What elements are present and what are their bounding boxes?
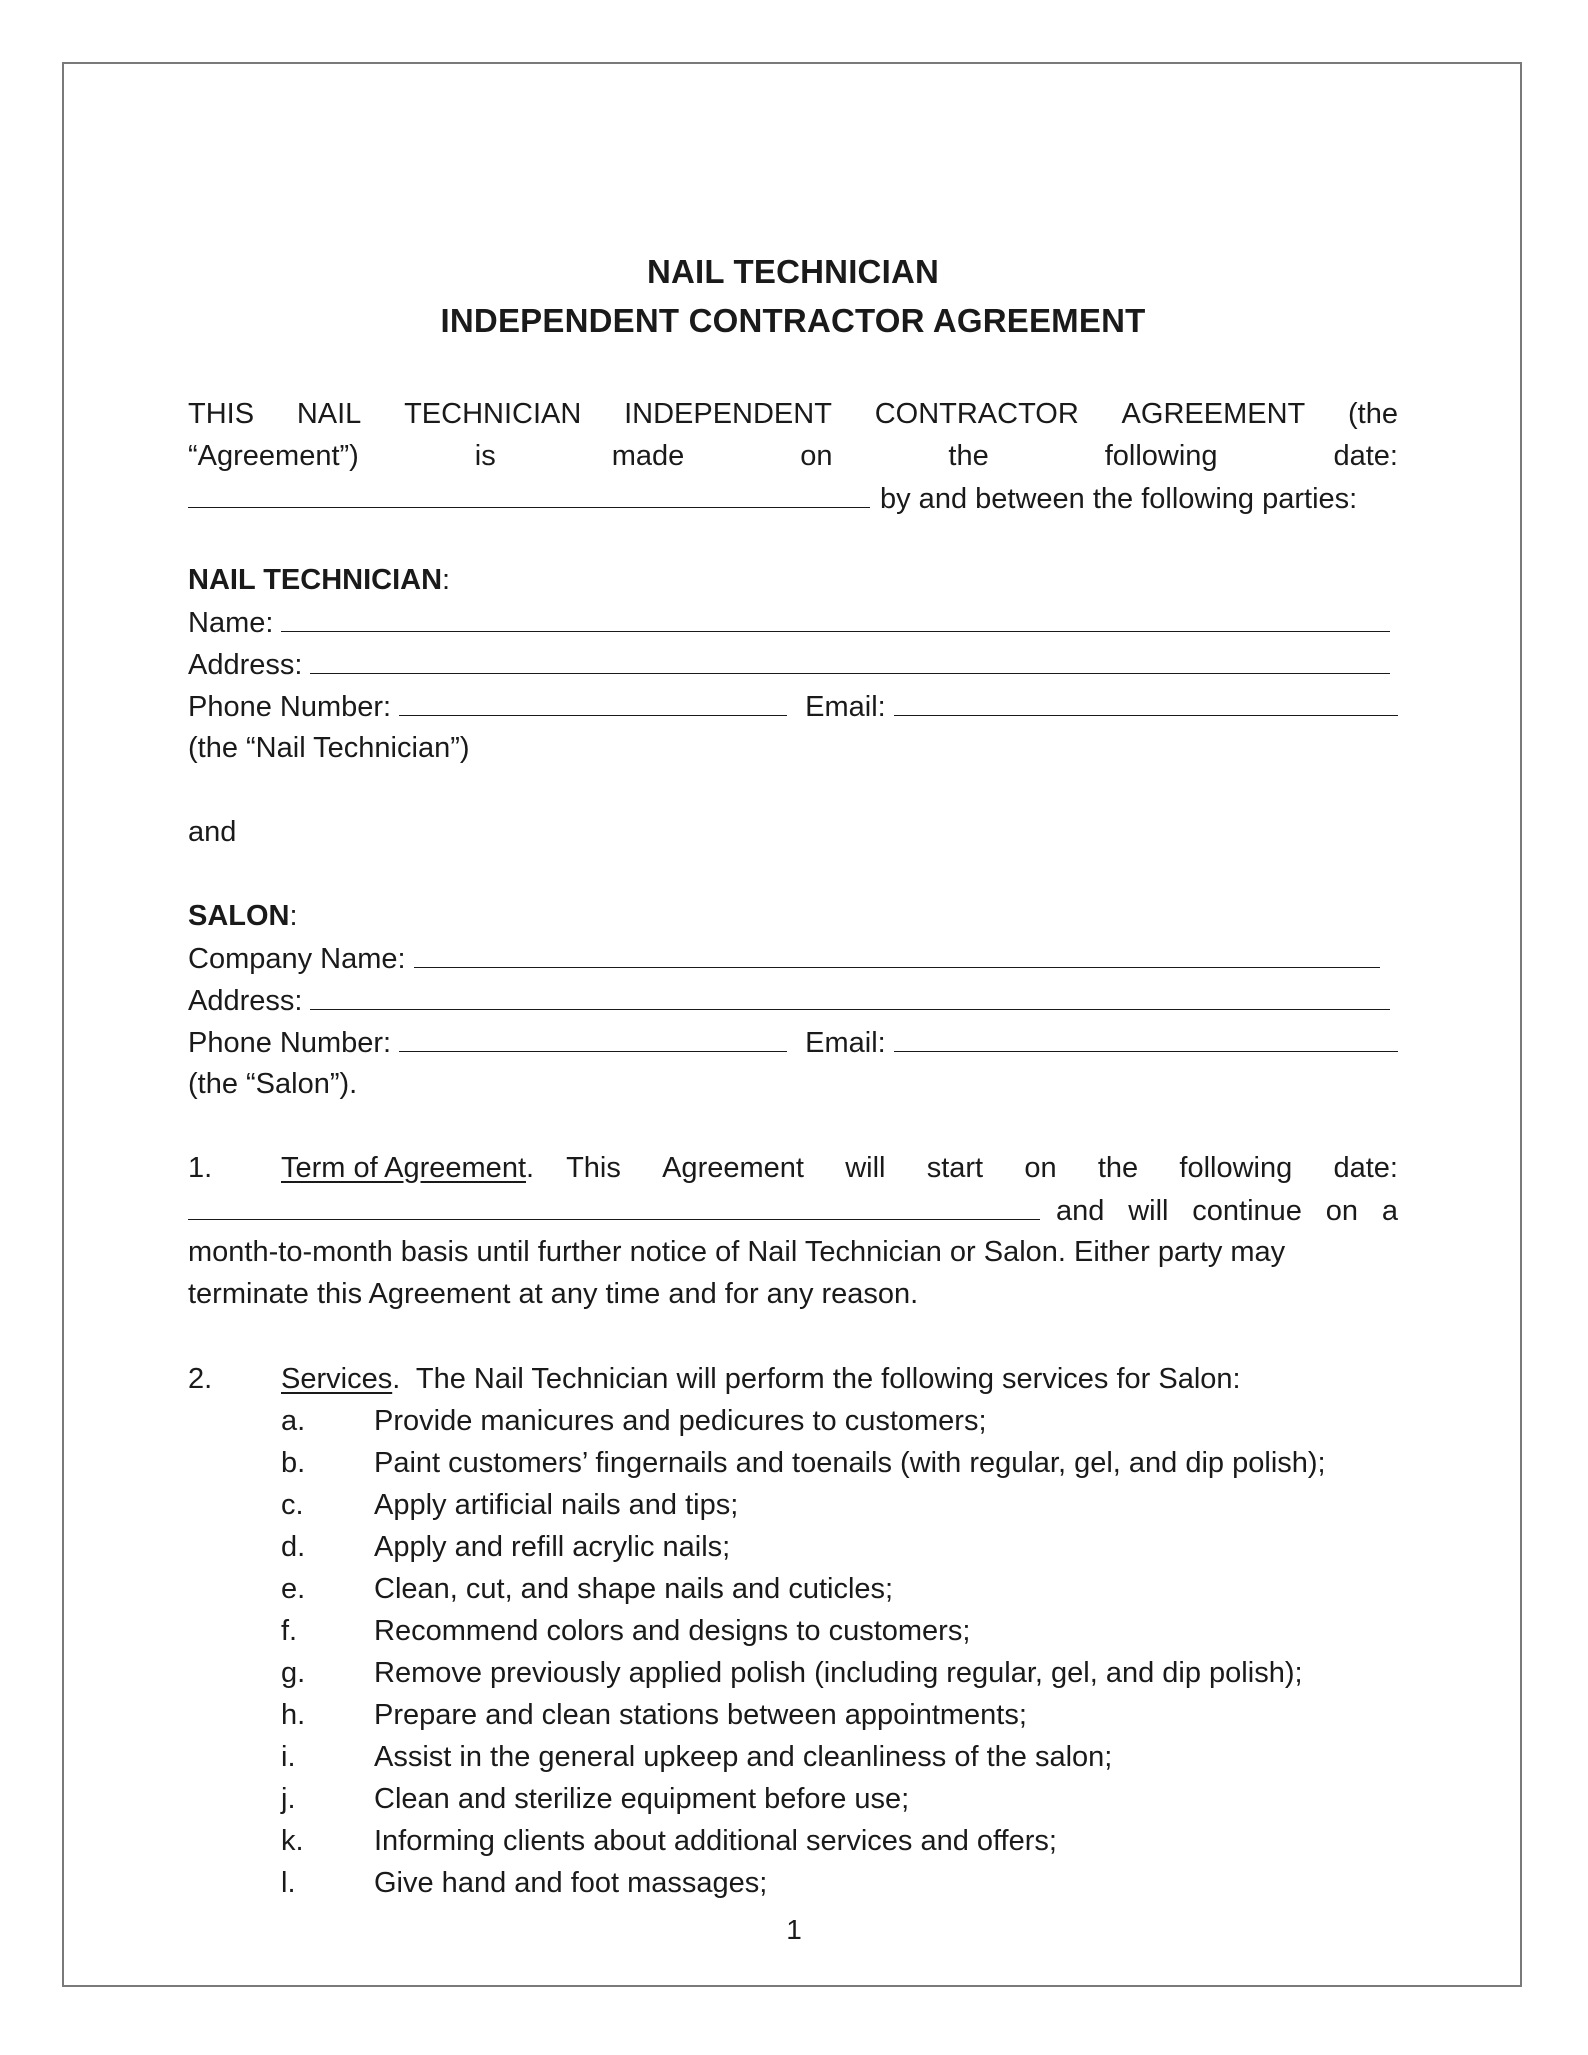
title-line-1: NAIL TECHNICIAN [646,253,940,290]
nail-technician-phone-field[interactable] [399,685,787,716]
intro-word: INDEPENDENT [624,398,832,430]
nail-technician-name-row [188,601,1390,644]
nail-technician-address-row [188,643,1390,686]
intro-word: THIS [188,398,255,430]
intro-line-3 [188,477,1398,520]
nail-technician-heading: NAIL TECHNICIAN: [188,564,451,596]
nail-technician-defined-as: (the “Nail Technician”) [188,732,470,764]
nail-technician-address-field[interactable] [310,643,1390,674]
service-item: a. Provide manicures and pedicures to customers; [281,1405,987,1437]
phone-label: Phone Number: [188,691,392,723]
intro-word: date: [1333,440,1398,472]
service-item: b. Paint customers’ fingernails and toenails (with regular, gel, and dip polish); [281,1447,1326,1479]
salon-phone-field[interactable] [399,1021,787,1052]
salon-address-field[interactable] [310,979,1390,1010]
salon-heading: SALON: [188,900,298,932]
section-1-line-1: 1. Term of Agreement . This Agreement will start on the following date: [188,1147,1398,1189]
service-item: f. Recommend colors and designs to customers; [281,1615,971,1647]
service-item: l. Give hand and foot massages; [281,1867,768,1899]
nail-technician-email-field[interactable] [894,685,1398,716]
intro-word: “Agreement”) [188,440,359,472]
salon-company-row [188,937,1380,980]
nail-technician-name-field[interactable] [281,601,1390,632]
intro-line-1 [188,393,1398,435]
section-2-heading: Services [281,1363,393,1395]
document-page [62,62,1522,1987]
company-name-label: Company Name: [188,943,406,975]
service-item: i. Assist in the general upkeep and cleanliness of the salon; [281,1741,1113,1773]
intro-tail: by and between the following parties: [880,483,1358,515]
section-1-line-2 [188,1189,1398,1232]
email-label: Email: [805,691,886,723]
address-label: Address: [188,649,303,681]
section-1-line-2-words: and will continue on a [1056,1195,1398,1227]
service-item: g. Remove previously applied polish (including regular, gel, and dip polish); [281,1657,1303,1689]
intro-word: the [948,440,989,472]
address-label: Address: [188,985,303,1017]
intro-word: NAIL [296,398,362,430]
service-item: j. Clean and sterilize equipment before use; [281,1783,910,1815]
intro-word: made [611,440,685,472]
agreement-date-field[interactable] [188,477,870,508]
service-item: k. Informing clients about additional services and offers; [281,1825,1057,1857]
start-date-field[interactable] [188,1189,1040,1220]
page-number: 1 [786,1914,802,1945]
section-1-number: 1. [188,1152,213,1184]
section-1-line-1-words: This Agreement will start on the following date: [566,1152,1398,1184]
intro-word: on [800,440,833,472]
email-label: Email: [805,1027,886,1059]
intro-word: AGREEMENT [1121,398,1306,430]
section-2-intro: The Nail Technician will perform the following services for Salon: [415,1363,1241,1395]
intro-line-2 [188,435,1398,477]
intro-word: CONTRACTOR [874,398,1079,430]
intro-word: is [474,440,496,472]
section-1-line-3: month-to-month basis until further notice of Nail Technician or Salon. Either party may [188,1236,1286,1268]
service-item: h. Prepare and clean stations between appointments; [281,1699,1027,1731]
phone-label: Phone Number: [188,1027,392,1059]
title-line-2: INDEPENDENT CONTRACTOR AGREEMENT [440,302,1146,339]
nail-technician-contact-row [188,685,1398,728]
salon-address-row [188,979,1390,1022]
salon-defined-as: (the “Salon”). [188,1068,358,1100]
salon-email-field[interactable] [894,1021,1398,1052]
service-item: e. Clean, cut, and shape nails and cuticles; [281,1573,894,1605]
intro-word: (the [1348,398,1398,430]
section-1-heading: Term of Agreement [281,1152,526,1184]
service-item: d. Apply and refill acrylic nails; [281,1531,731,1563]
salon-company-name-field[interactable] [414,937,1380,968]
name-label: Name: [188,607,274,639]
service-item: c. Apply artificial nails and tips; [281,1489,739,1521]
intro-word: following [1104,440,1218,472]
conjunction-and: and [188,816,237,848]
intro-word: TECHNICIAN [404,398,582,430]
section-2-heading-line: 2. Services. The Nail Technician will perform the following services for Salon: [188,1358,1398,1400]
section-1-line-4: terminate this Agreement at any time and for any reason. [188,1278,919,1310]
salon-contact-row [188,1021,1398,1064]
section-2-number: 2. [188,1363,213,1395]
